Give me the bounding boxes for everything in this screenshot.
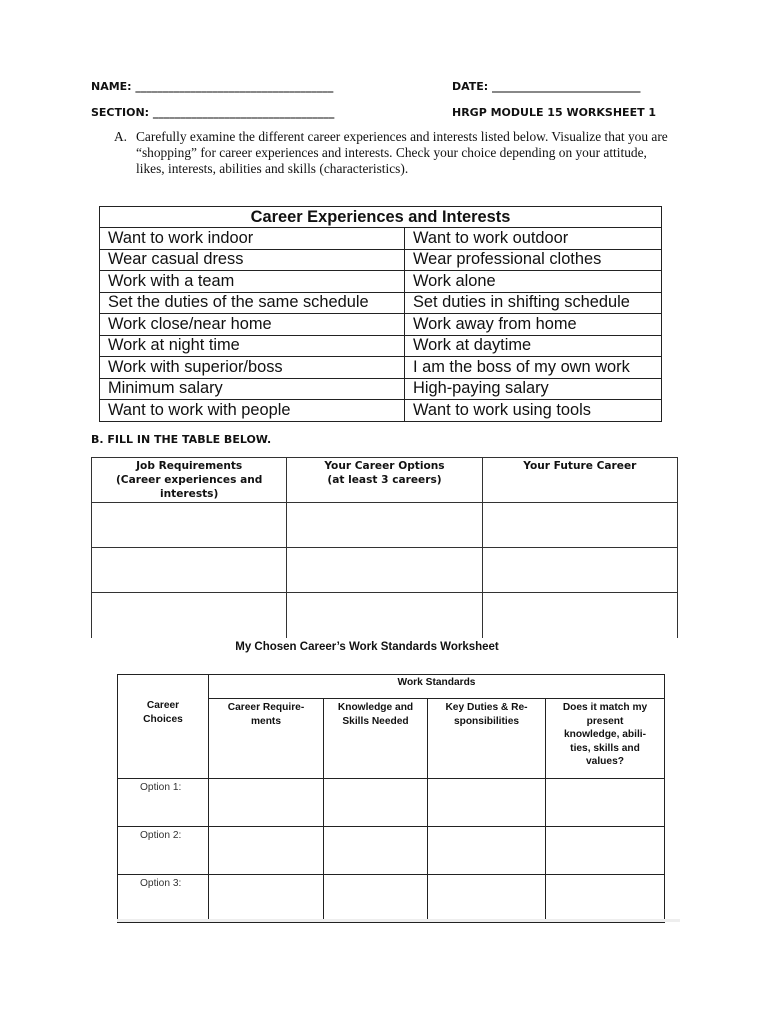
table-row [118, 827, 665, 875]
ws-cell[interactable] [324, 875, 428, 923]
career-option-left[interactable]: Work with a team [100, 271, 405, 293]
option-label: Option 3: [118, 875, 209, 923]
ws-cell[interactable] [324, 779, 428, 827]
fill-table-label: B. FILL IN THE TABLE BELOW. [91, 433, 272, 446]
instruction-a-text: Carefully examine the different career experiences and interests listed below. Visualize that you are “shopping” for career experiences and interests. Check your choice depending on your attitude, likes, interests, abilities and skills (characteristics). [136, 129, 668, 176]
fill-cell[interactable] [287, 548, 482, 593]
ws-cell[interactable] [428, 875, 546, 923]
option-label: Option 1: [118, 779, 209, 827]
career-option-left[interactable]: Minimum salary [100, 378, 405, 400]
work-standards-group-header: Work Standards [209, 675, 665, 699]
date-field-line[interactable]: DATE: ___________________________ [452, 80, 641, 93]
work-standards-table [117, 674, 665, 923]
table-row [92, 503, 678, 548]
career-table-body [100, 228, 662, 422]
table-row [92, 548, 678, 593]
fill-cell[interactable] [482, 548, 677, 593]
career-option-right[interactable]: I am the boss of my own work [405, 357, 662, 379]
knowledge-skills-header [324, 699, 428, 779]
table-row [100, 271, 662, 293]
career-option-right[interactable]: Wear professional clothes [405, 249, 662, 271]
page-bottom-shade [117, 919, 680, 922]
ws-cell[interactable] [428, 827, 546, 875]
table-row [92, 593, 678, 638]
career-option-right[interactable]: Work away from home [405, 314, 662, 336]
ws-cell[interactable] [428, 779, 546, 827]
fill-cell[interactable] [92, 548, 287, 593]
knowledge-skills-header-text: Knowledge and Skills Needed [337, 702, 414, 727]
table-row [118, 875, 665, 923]
fill-cell[interactable] [92, 593, 287, 638]
fill-header-job-requirements [92, 458, 287, 503]
fill-header-future-career-text: Your Future Career [523, 460, 637, 472]
fill-cell[interactable] [482, 503, 677, 548]
career-requirements-header [209, 699, 324, 779]
fill-header-career-options-text: Your Career Options (at least 3 careers) [324, 460, 445, 486]
career-requirements-header-text: Career Require- ments [227, 702, 305, 727]
career-option-right[interactable]: Work alone [405, 271, 662, 293]
career-table-title: Career Experiences and Interests [100, 207, 662, 228]
career-choices-header-text: Career Choices [143, 700, 183, 725]
career-option-right[interactable]: Want to work outdoor [405, 228, 662, 250]
career-option-left[interactable]: Want to work with people [100, 400, 405, 422]
module-title: HRGP MODULE 15 WORKSHEET 1 [452, 106, 657, 119]
fill-header-future-career [482, 458, 677, 503]
fill-header-job-requirements-text: Job Requirements (Career experiences and interests) [115, 460, 263, 500]
instruction-a [114, 129, 674, 177]
match-header [546, 699, 665, 779]
fill-cell[interactable] [92, 503, 287, 548]
career-option-left[interactable]: Set the duties of the same schedule [100, 292, 405, 314]
ws-cell[interactable] [546, 779, 665, 827]
fill-cell[interactable] [482, 593, 677, 638]
career-option-left[interactable]: Work close/near home [100, 314, 405, 336]
career-option-left[interactable]: Work with superior/boss [100, 357, 405, 379]
table-row [100, 400, 662, 422]
table-row [118, 779, 665, 827]
fill-cell[interactable] [287, 593, 482, 638]
key-duties-header [428, 699, 546, 779]
ws-cell[interactable] [209, 827, 324, 875]
ws-cell[interactable] [209, 779, 324, 827]
career-option-right[interactable]: Set duties in shifting schedule [405, 292, 662, 314]
career-option-left[interactable]: Want to work indoor [100, 228, 405, 250]
career-option-left[interactable]: Work at night time [100, 335, 405, 357]
career-option-right[interactable]: High-paying salary [405, 378, 662, 400]
section-field-line[interactable]: SECTION: _________________________________ [91, 106, 335, 119]
fill-table [91, 457, 678, 638]
name-field-line[interactable]: NAME: ____________________________________ [91, 80, 334, 93]
ws-cell[interactable] [209, 875, 324, 923]
table-row [100, 249, 662, 271]
table-row [100, 335, 662, 357]
key-duties-header-text: Key Duties & Re- sponsibilities [445, 702, 528, 727]
ws-cell[interactable] [546, 827, 665, 875]
option-label: Option 2: [118, 827, 209, 875]
career-option-right[interactable]: Want to work using tools [405, 400, 662, 422]
table-row [100, 314, 662, 336]
match-header-text: Does it match my present knowledge, abili- ties, skills and values? [562, 702, 648, 767]
career-option-right[interactable]: Work at daytime [405, 335, 662, 357]
table-row [100, 228, 662, 250]
ws-cell[interactable] [546, 875, 665, 923]
fill-cell[interactable] [287, 503, 482, 548]
career-option-left[interactable]: Wear casual dress [100, 249, 405, 271]
instruction-a-letter: A. [114, 129, 128, 144]
table-row [100, 357, 662, 379]
career-choices-header [118, 675, 209, 779]
work-standards-title: My Chosen Career’s Work Standards Worksheet [235, 641, 499, 653]
career-experiences-table [99, 206, 662, 422]
table-row [100, 378, 662, 400]
fill-header-career-options [287, 458, 482, 503]
table-row [100, 292, 662, 314]
ws-cell[interactable] [324, 827, 428, 875]
